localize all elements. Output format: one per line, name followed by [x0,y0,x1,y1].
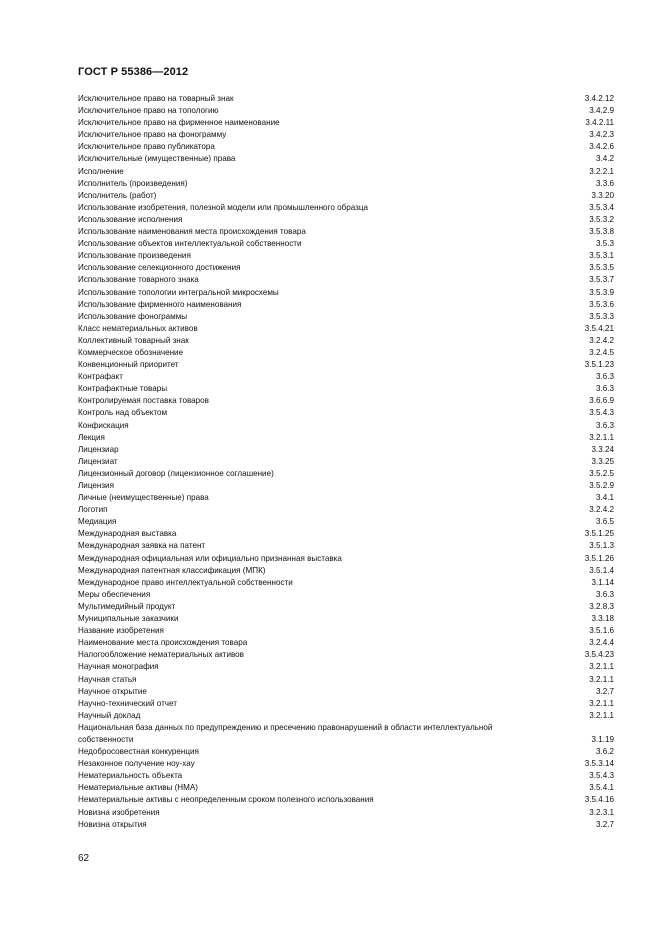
index-reference: 3.5.3 [595,239,614,249]
index-term: Новизна изобретения [78,807,160,817]
index-entry [78,516,614,528]
index-reference: 3.5.3.2 [589,214,614,224]
index-entry [78,746,614,758]
index-entry [78,444,614,456]
index-term: Лицензиар [78,444,119,454]
index-reference: 3.5.4.16 [584,795,614,805]
index-entry [78,311,614,323]
index-reference: 3.1.19 [591,734,614,744]
index-term: Лицензионный договор (лицензионное соглашение) [78,468,274,478]
index-reference: 3.3.6 [595,178,614,188]
index-entry [78,323,614,335]
index-entry [78,456,614,468]
index-entry [78,794,614,806]
index-entry [78,335,614,347]
index-term: Нематериальные активы с неопределенным сроком полезного использования [78,795,374,805]
index-term: Недобросовестная конкуренция [78,747,199,757]
index-entry [78,371,614,383]
index-entry [78,395,614,407]
index-entry [78,722,614,746]
index-entry [78,153,614,165]
index-reference: 3.3.18 [591,614,614,624]
index-term: Контроль над объектом [78,408,168,418]
index-reference: 3.5.3.8 [589,227,614,237]
index-entry [78,359,614,371]
index-term: Международная патентная классификация (МПК) [78,565,266,575]
index-entry [78,540,614,552]
index-term: Личные (неимущественные) права [78,493,209,503]
index-reference: 3.5.2.5 [589,468,614,478]
index-term: Исполнитель (произведения) [78,178,188,188]
index-term: Контрафактные товары [78,384,168,394]
index-reference: 3.6.3 [595,372,614,382]
index-entry [78,565,614,577]
index-entry [78,782,614,794]
index-term: Логотип [78,505,108,515]
index-term: Международная заявка на патент [78,541,206,551]
index-reference: 3.5.4.21 [584,323,614,333]
index-entry [78,226,614,238]
index-term: Наименование места происхождения товара [78,638,248,648]
index-reference: 3.6.2 [595,747,614,757]
index-term: Научно-технический отчет [78,698,177,708]
index-entry [78,698,614,710]
index-reference: 3.5.3.7 [589,275,614,285]
index-term: Использование селекционного достижения [78,263,241,273]
index-reference: 3.1.14 [591,577,614,587]
index-entry [78,589,614,601]
index-term: Налогообложение нематериальных активов [78,650,244,660]
index-term: Исключительные (имущественные) права [78,154,236,164]
index-term: Меры обеспечения [78,589,151,599]
index-term: Исполнитель (работ) [78,190,157,200]
index-reference: 3.2.1.1 [589,674,614,684]
index-entry [78,432,614,444]
index-term: Научная монография [78,662,159,672]
index-reference: 3.5.1.26 [584,553,614,563]
index-entry [78,710,614,722]
index-reference: 3.5.3.4 [589,202,614,212]
index-entry [78,819,614,831]
index-term: Нематериальные активы (НМА) [78,783,198,793]
index-reference: 3.3.20 [591,190,614,200]
index-reference: 3.6.5 [595,517,614,527]
index-term: Международное право интеллектуальной собственности [78,577,293,587]
index-term: Использование наименования места происхождения товара [78,227,306,237]
index-entry [78,649,614,661]
index-reference: 3.5.4.1 [589,783,614,793]
index-term: Использование объектов интеллектуальной собственности [78,239,302,249]
index-entry [78,383,614,395]
index-reference: 3.2.8.3 [589,601,614,611]
index-reference: 3.4.2 [595,154,614,164]
index-reference: 3.2.4.4 [589,638,614,648]
index-term: Нематериальность объекта [78,771,183,781]
index-reference: 3.5.4.3 [589,408,614,418]
index-term: Лицензия [78,481,114,490]
index-entry [78,420,614,432]
index-entry [78,613,614,625]
index-term: Использование исполнения [78,214,183,224]
index-reference: 3.4.2.3 [589,130,614,140]
index-term: Медиация [78,517,117,527]
index-term: Использование товарного знака [78,275,199,285]
index-reference: 3.6.3 [595,589,614,599]
index-reference: 3.2.7 [595,686,614,696]
index-entry [78,674,614,686]
index-entry [78,686,614,698]
index-reference: 3.2.1.1 [589,698,614,708]
index-term: Исключительное право на топологию [78,106,219,116]
index-entry [78,492,614,504]
index-entry [78,770,614,782]
index-entry [78,577,614,589]
index-reference: 3.5.3.1 [589,251,614,261]
index-term: Муниципальные заказчики [78,614,179,624]
index-entry [78,661,614,673]
index-entry [78,190,614,202]
index-entry [78,117,614,129]
index-term: Конфискация [78,420,129,430]
index-term: Научный доклад [78,710,141,720]
index-term: Исключительное право на фирменное наименование [78,118,280,128]
index-term: Незаконное получение ноу-хау [78,759,195,769]
index-reference: 3.2.2.1 [589,166,614,176]
index-term: Международная выставка [78,529,177,539]
index-term: Новизна открытия [78,819,147,829]
index-term: Название изобретения [78,626,164,636]
subject-index [78,93,614,831]
index-entry [78,807,614,819]
index-reference: 3.5.1.23 [584,360,614,370]
index-entry [78,262,614,274]
index-reference: 3.2.4.2 [589,335,614,345]
index-reference: 3.6.6.9 [589,396,614,406]
index-reference: 3.4.1 [595,493,614,503]
index-reference: 3.5.1.6 [589,626,614,636]
index-reference: 3.5.3.9 [589,287,614,297]
index-reference: 3.5.4.3 [589,771,614,781]
index-term: Национальная база данных по предупреждению и пресечению правонарушений в области интеллектуальной собственности [78,722,493,744]
index-entry [78,238,614,250]
index-reference: 3.4.2.9 [589,106,614,116]
index-reference: 3.2.3.1 [589,807,614,817]
index-reference: 3.2.1.1 [589,710,614,720]
index-term: Использование изобретения, полезной модели или промышленного образца [78,202,368,212]
index-entry [78,347,614,359]
index-reference: 3.6.3 [595,420,614,430]
index-reference: 3.3.24 [591,444,614,454]
index-reference: 3.2.1.1 [589,432,614,442]
index-reference: 3.6.3 [595,384,614,394]
index-reference: 3.5.1.4 [589,565,614,575]
index-reference: 3.2.1.1 [589,662,614,672]
index-entry [78,166,614,178]
index-entry [78,141,614,153]
index-term: Контрафакт [78,372,123,382]
index-term: Лицензиат [78,456,118,466]
index-entry [78,625,614,637]
index-reference: 3.4.2.11 [585,118,614,128]
page-number: 62 [78,853,90,864]
index-reference: 3.5.4.23 [584,650,614,660]
index-term: Контролируемая поставка товаров [78,396,209,406]
index-reference: 3.5.2.9 [589,481,614,490]
index-reference: 3.5.3.5 [589,263,614,273]
index-term: Использование произведения [78,251,191,261]
index-term: Исключительное право на фонограмму [78,130,227,140]
index-term: Использование топологии интегральной микросхемы [78,287,279,297]
index-term: Научное открытие [78,686,147,696]
index-reference: 3.2.7 [595,819,614,829]
index-entry [78,214,614,226]
index-entry [78,274,614,286]
index-entry [78,250,614,262]
index-entry [78,178,614,190]
index-entry [78,93,614,105]
index-reference: 3.5.1.3 [589,541,614,551]
index-term: Использование фонограммы [78,311,188,321]
index-reference: 3.2.4.5 [589,347,614,357]
index-entry [78,758,614,770]
index-reference: 3.4.2.12 [584,94,614,103]
index-reference: 3.4.2.6 [589,142,614,152]
index-term: Использование фирменного наименования [78,299,242,309]
index-term: Конвенционный приоритет [78,360,179,370]
index-entry [78,553,614,565]
index-reference: 3.3.25 [591,456,614,466]
index-term: Мультимедийный продукт [78,601,176,611]
index-reference: 3.5.3.14 [584,759,614,769]
index-entry [78,202,614,214]
index-term: Научная статья [78,674,137,684]
index-term: Лекция [78,432,105,442]
index-reference: 3.5.3.6 [589,299,614,309]
index-entry [78,637,614,649]
index-term: Коммерческое обозначение [78,347,184,357]
index-term: Исключительное право на товарный знак [78,94,234,103]
index-entry [78,601,614,613]
index-entry [78,504,614,516]
index-reference: 3.2.4.2 [589,505,614,515]
index-entry [78,407,614,419]
index-term: Коллективный товарный знак [78,335,189,345]
index-entry [78,299,614,311]
index-reference: 3.5.3.3 [589,311,614,321]
index-entry [78,287,614,299]
index-entry [78,129,614,141]
index-entry [78,528,614,540]
index-term: Международная официальная или официально признанная выставка [78,553,342,563]
index-entry [78,468,614,480]
index-entry [78,480,614,492]
document-header: ГОСТ Р 55386—2012 [78,66,189,78]
index-entry [78,105,614,117]
index-term: Исполнение [78,166,124,176]
index-term: Класс нематериальных активов [78,323,198,333]
index-reference: 3.5.1.25 [584,529,614,539]
index-term: Исключительное право публикатора [78,142,215,152]
